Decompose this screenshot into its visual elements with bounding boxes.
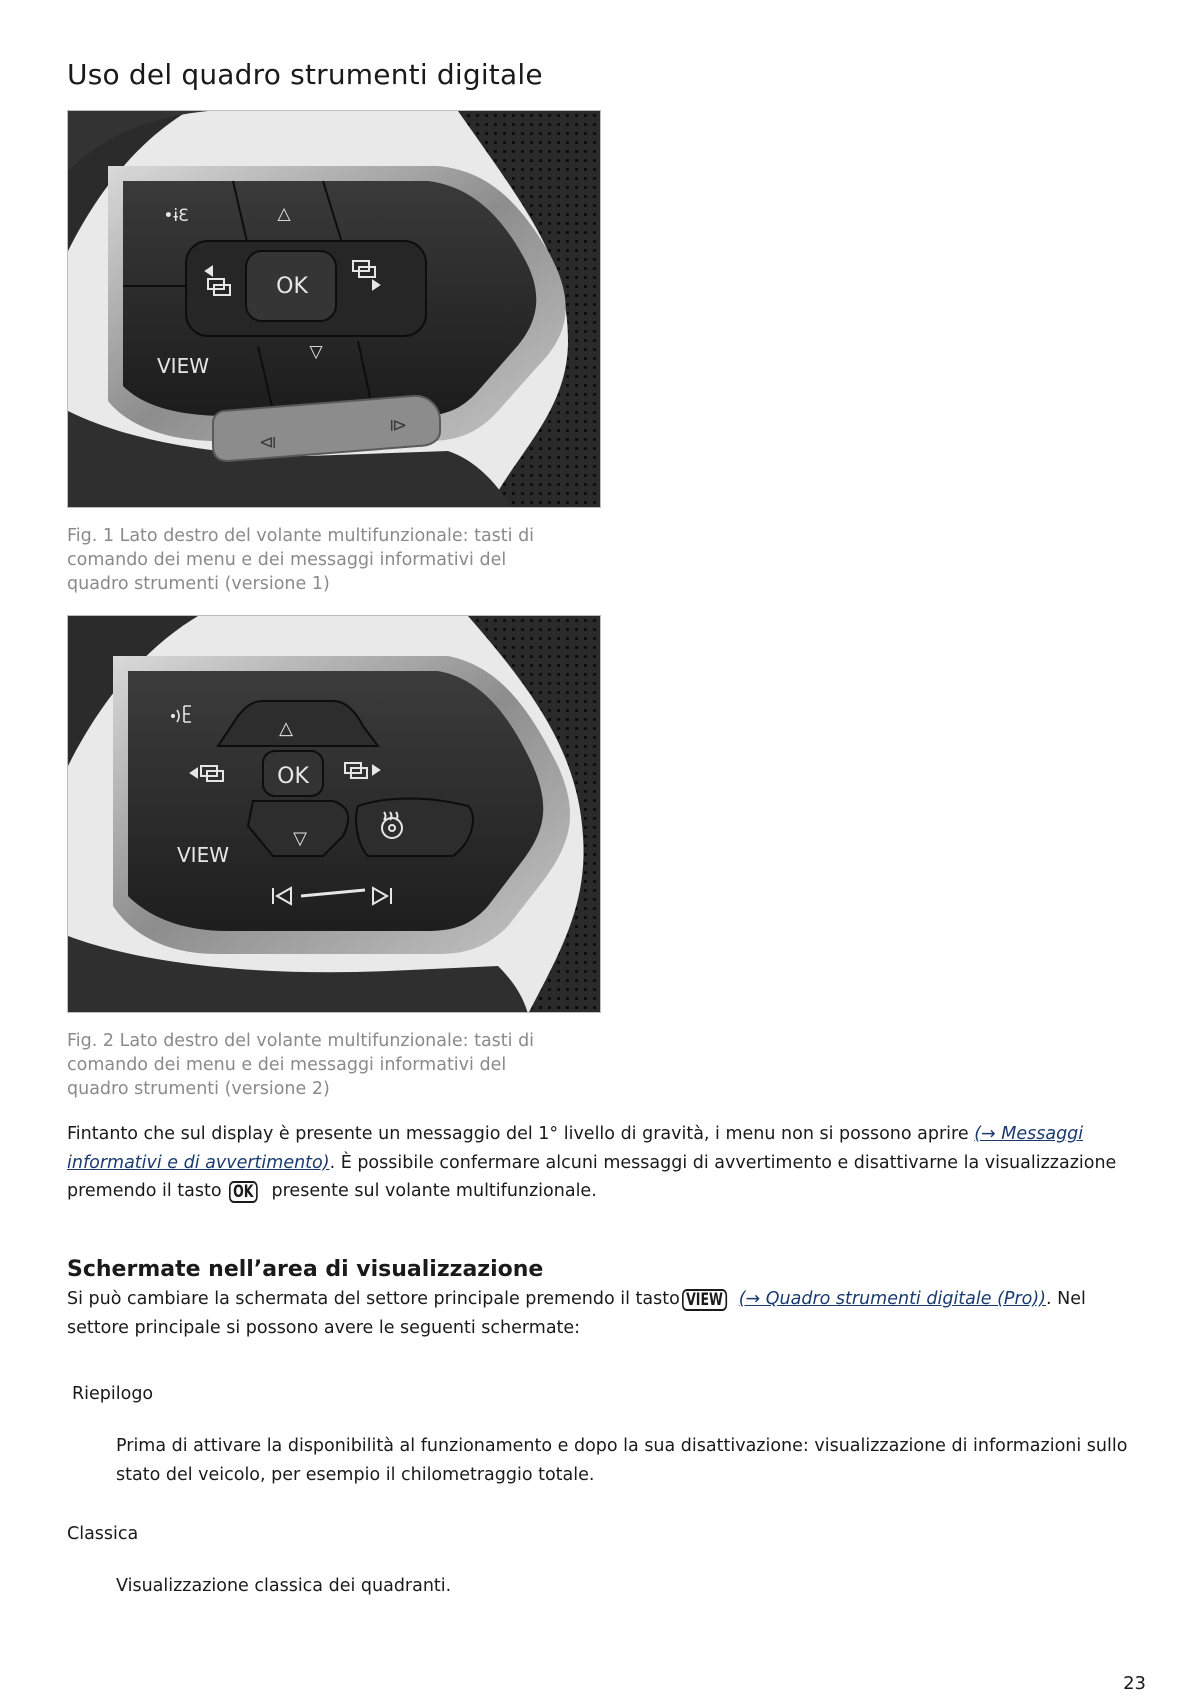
page-title: Uso del quadro strumenti digitale [67, 58, 543, 91]
link-quadro-strumenti[interactable]: (→ Quadro strumenti digitale (Pro)) [738, 1289, 1047, 1309]
definition-description-classica: Visualizzazione classica dei quadranti. [116, 1576, 452, 1596]
paragraph-text: . È possibile confermare alcuni messaggi di avvertimento e disattivarne la visualizzazione premendo il tasto [67, 1152, 1117, 1201]
figure-1-steering-wheel-image [67, 110, 601, 508]
figure-2-steering-wheel-image [67, 615, 601, 1013]
ok-key-icon: OK [229, 1181, 258, 1203]
definition-term-riepilogo: Riepilogo [72, 1384, 154, 1404]
figure-1-caption: Fig. 1 Lato destro del volante multifunzionale: tasti di comando dei menu e dei messaggi informativi del quadro strumenti (versione 1) [67, 526, 535, 594]
down-arrow-label: ▽ [293, 828, 307, 849]
ok-button-label: OK [277, 764, 309, 789]
previous-track-label: ⧏ [259, 432, 277, 453]
paragraph-text: . Nel settore principale si possono avere le seguenti schermate: [67, 1289, 1086, 1338]
view-button-label: VIEW [177, 843, 229, 867]
view-key-icon: VIEW [682, 1289, 727, 1311]
down-arrow-label: ▽ [309, 342, 323, 362]
paragraph-text: Fintanto che sul display è presente un messaggio del 1° livello di gravità, i menu non si possono aprire [67, 1124, 975, 1144]
paragraph-text: Si può cambiare la schermata del settore principale premendo il tasto [67, 1289, 680, 1309]
up-arrow-label: △ [279, 718, 293, 739]
intro-paragraph [67, 1120, 1147, 1206]
paragraph-text: presente sul volante multifunzionale. [265, 1181, 597, 1201]
definition-description-riepilogo: Prima di attivare la disponibilità al funzionamento e dopo la sua disattivazione: visualizzazione di informazioni sullo stato del veicolo, per esempio il chilometraggio totale. [116, 1436, 1128, 1485]
link-messaggi-informativi[interactable]: (→ Messaggi informativi e di avvertimento) [67, 1124, 1084, 1173]
definition-term-classica: Classica [67, 1524, 139, 1544]
section-paragraph [67, 1285, 1147, 1342]
next-track-label: ⧐ [389, 415, 407, 436]
up-arrow-label: △ [277, 204, 291, 224]
ok-button-label: OK [276, 274, 308, 299]
view-button-label: VIEW [157, 354, 209, 378]
section-heading: Schermate nell’area di visualizzazione [67, 1257, 544, 1282]
figure-2-caption: Fig. 2 Lato destro del volante multifunzionale: tasti di comando dei menu e dei messaggi informativi del quadro strumenti (versione 2) [67, 1031, 535, 1099]
page-number: 23 [1123, 1673, 1146, 1694]
voice-button-label: •ɨƐ [163, 206, 189, 226]
